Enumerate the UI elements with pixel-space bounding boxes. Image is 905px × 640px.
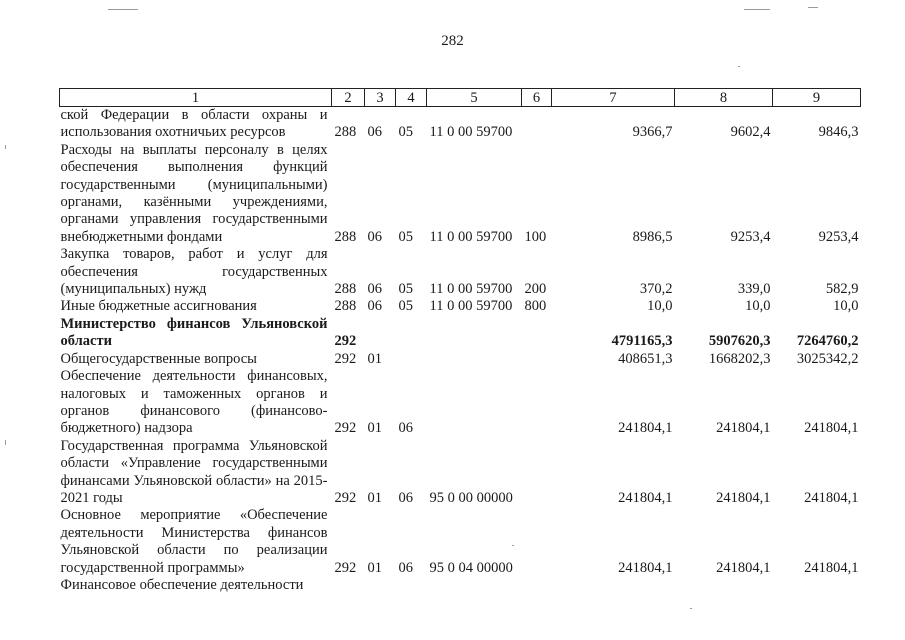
amount-cell [552, 577, 675, 594]
row-name-cell: Общегосударственные вопросы [60, 350, 257, 367]
amount-cell: 582,9 [825, 281, 859, 298]
row-name-cell: Расходы на выплаты персоналу в целях обеспечения выполнения функций государственными (муниципальными) органами, казёнными учреждениями, органами управления государственными внебюджетными фондами [60, 141, 328, 245]
scan-artifact [5, 145, 6, 149]
code-cell: 800 [524, 298, 547, 315]
row-name-cell: Финансовое обеспечение деятельности [60, 576, 304, 593]
code-cell [522, 368, 552, 438]
code-cell: 288 [334, 124, 357, 141]
code-cell [522, 316, 552, 351]
code-cell: 292 [334, 350, 357, 367]
amount-cell: 9846,3 [818, 124, 859, 141]
code-cell: 95 0 00 00000 [429, 489, 513, 506]
table-row [60, 351, 861, 368]
code-cell [396, 577, 427, 594]
code-cell: 292 [334, 559, 357, 576]
row-name-cell: Основное мероприятие «Обеспечение деятельности Министерства финансов Ульяновской области по реализации государственной программы» [60, 507, 328, 576]
code-cell: 100 [524, 228, 547, 245]
code-cell [522, 107, 552, 142]
amount-cell: 241804,1 [716, 559, 771, 576]
header-cell: 4 [396, 89, 427, 107]
table-row [60, 107, 861, 142]
amount-cell: 408651,3 [618, 350, 673, 367]
amount-cell: 1668202,3 [708, 350, 771, 367]
header-cell: 1 [60, 89, 332, 107]
code-cell [365, 577, 396, 594]
amount-cell [773, 577, 861, 594]
code-cell: 11 0 00 59700 [429, 281, 513, 298]
header-cell: 7 [552, 89, 675, 107]
table-row [60, 577, 861, 594]
code-cell: 05 [398, 228, 413, 245]
code-cell: 06 [367, 228, 382, 245]
amount-cell: 9602,4 [730, 124, 771, 141]
code-cell: 06 [398, 489, 413, 506]
scan-artifact [108, 9, 138, 10]
amount-cell [675, 577, 773, 594]
amount-cell: 10,0 [745, 298, 771, 315]
page-number: 282 [441, 33, 464, 49]
budget-table [59, 88, 861, 594]
amount-cell: 5907620,3 [708, 333, 771, 350]
code-cell: 05 [398, 124, 413, 141]
scan-artifact [690, 608, 692, 609]
amount-cell: 9366,7 [632, 124, 673, 141]
code-cell: 01 [367, 559, 382, 576]
code-cell [522, 351, 552, 368]
code-cell: 292 [334, 333, 357, 350]
amount-cell: 241804,1 [804, 489, 859, 506]
amount-cell: 241804,1 [618, 420, 673, 437]
row-name-cell: Обеспечение деятельности финансовых, налоговых и таможенных органов и органов финансового (финансово-бюджетного) надзора [60, 368, 328, 437]
table-header [60, 89, 861, 107]
amount-cell: 339,0 [737, 281, 771, 298]
table-row [60, 438, 861, 508]
code-cell: 288 [334, 298, 357, 315]
code-cell [365, 316, 396, 351]
code-cell [427, 316, 522, 351]
amount-cell: 241804,1 [618, 489, 673, 506]
code-cell: 05 [398, 298, 413, 315]
amount-cell: 370,2 [639, 281, 673, 298]
amount-cell: 9253,4 [818, 228, 859, 245]
code-cell [396, 316, 427, 351]
scan-artifact [5, 440, 6, 445]
amount-cell: 7264760,2 [796, 333, 859, 350]
code-cell [427, 368, 522, 438]
table-row [60, 246, 861, 298]
header-cell: 3 [365, 89, 396, 107]
table-row [60, 368, 861, 438]
scan-artifact [512, 545, 514, 546]
code-cell: 06 [367, 281, 382, 298]
code-cell: 01 [367, 489, 382, 506]
code-cell: 06 [367, 298, 382, 315]
code-cell: 11 0 00 59700 [429, 228, 513, 245]
code-cell: 288 [334, 228, 357, 245]
scan-artifact [808, 7, 818, 8]
code-cell: 11 0 00 59700 [429, 124, 513, 141]
header-row [60, 89, 861, 107]
amount-cell: 8986,5 [632, 228, 673, 245]
amount-cell: 10,0 [647, 298, 673, 315]
header-cell: 8 [675, 89, 773, 107]
amount-cell: 3025342,2 [796, 350, 859, 367]
code-cell [522, 438, 552, 508]
code-cell: 95 0 04 00000 [429, 559, 513, 576]
header-cell: 6 [522, 89, 552, 107]
amount-cell: 9253,4 [730, 228, 771, 245]
row-name-cell: Министерство финансов Ульяновской области [60, 315, 328, 350]
row-name-cell: Закупка товаров, работ и услуг для обеспечения государственных (муниципальных) нужд [60, 246, 328, 298]
scan-artifact [738, 66, 740, 67]
table-row [60, 142, 861, 246]
header-cell: 9 [773, 89, 861, 107]
code-cell: 292 [334, 420, 357, 437]
code-cell [522, 507, 552, 577]
table-row [60, 316, 861, 351]
code-cell: 06 [398, 559, 413, 576]
code-cell: 01 [367, 420, 382, 437]
amount-cell: 241804,1 [804, 420, 859, 437]
code-cell [332, 577, 365, 594]
code-cell: 01 [367, 350, 382, 367]
row-name-cell: Государственная программа Ульяновской области «Управление государственными финансами Ульяновской области» на 2015-2021 годы [60, 437, 328, 506]
header-cell: 2 [332, 89, 365, 107]
code-cell: 200 [524, 281, 547, 298]
table-row [60, 507, 861, 577]
amount-cell: 241804,1 [716, 420, 771, 437]
code-cell: 06 [367, 124, 382, 141]
code-cell: 292 [334, 489, 357, 506]
table-body [60, 107, 861, 595]
row-name-cell: ской Федерации в области охраны и использования охотничьих ресурсов [60, 107, 328, 141]
header-cell: 5 [427, 89, 522, 107]
row-name-cell: Иные бюджетные ассигнования [60, 298, 257, 315]
code-cell: 06 [398, 420, 413, 437]
code-cell: 05 [398, 281, 413, 298]
amount-cell: 241804,1 [804, 559, 859, 576]
amount-cell: 241804,1 [716, 489, 771, 506]
table-row [60, 298, 861, 315]
code-cell [427, 577, 522, 594]
code-cell [427, 351, 522, 368]
code-cell [396, 351, 427, 368]
code-cell: 11 0 00 59700 [429, 298, 513, 315]
code-cell [522, 577, 552, 594]
amount-cell: 4791165,3 [611, 333, 673, 350]
amount-cell: 241804,1 [618, 559, 673, 576]
amount-cell: 10,0 [833, 298, 859, 315]
code-cell: 288 [334, 281, 357, 298]
scan-artifact [744, 9, 770, 10]
